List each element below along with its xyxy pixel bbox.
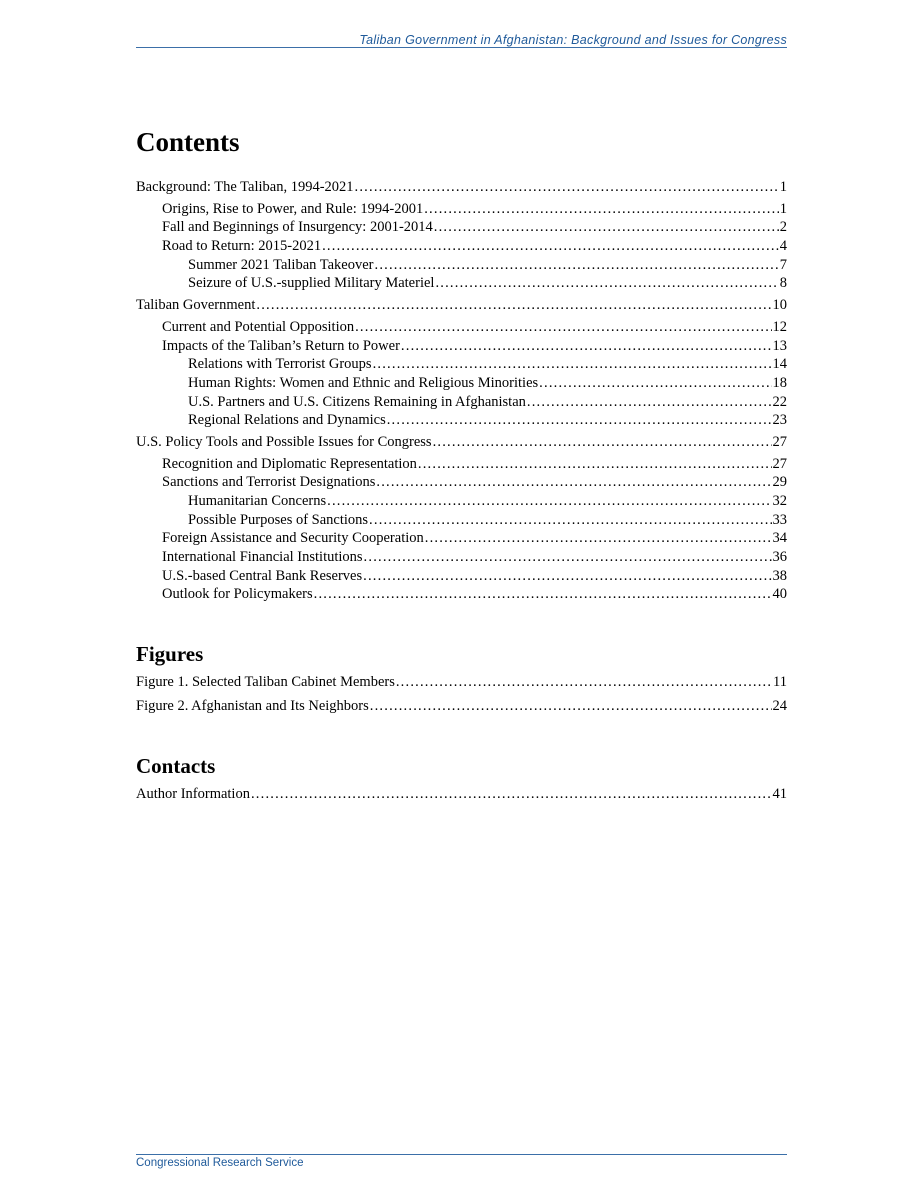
toc-entry[interactable] [136,337,787,356]
toc-entry[interactable] [136,393,787,412]
toc-entry-page: 41 [772,785,787,802]
dot-leader [387,411,772,430]
toc-entry[interactable] [136,455,787,474]
toc-entry-title: Fall and Beginnings of Insurgency: 2001-2014 [162,219,433,236]
toc-entry[interactable] [136,548,787,567]
toc-entry-title: Road to Return: 2015-2021 [162,238,322,255]
toc-entry-title: Sanctions and Terrorist Designations [162,474,376,491]
contents-heading: Contents [136,127,240,157]
page-footer [136,1154,787,1170]
toc-entry-page: 11 [773,674,787,691]
toc-entry-page: 7 [779,256,787,273]
toc-entry[interactable] [136,355,787,374]
dot-leader [396,673,772,692]
dot-leader [435,274,778,293]
toc-entry-title: Relations with Terrorist Groups [188,356,372,373]
dot-leader [327,492,771,511]
toc-entry-title: Figure 2. Afghanistan and Its Neighbors [136,697,369,714]
toc-entry-page: 29 [772,474,787,491]
dot-leader [376,473,771,492]
toc-entry-title: Background: The Taliban, 1994-2021 [136,179,354,195]
toc-entry-title: Human Rights: Women and Ethnic and Religious Minorities [188,374,539,391]
toc-entry-page: 23 [772,412,787,429]
dot-leader [527,393,772,412]
toc-entry-page: 18 [772,374,787,391]
figures-list [136,673,787,715]
toc-entry-page: 33 [772,511,787,528]
toc-entry-title: International Financial Institutions [162,549,363,566]
toc-entry-page: 4 [779,238,787,255]
dot-leader [370,697,772,716]
dot-leader [363,567,771,586]
toc-entry-title: U.S.-based Central Bank Reserves [162,567,363,584]
toc-entry[interactable] [136,673,787,692]
toc-entry-page: 22 [772,393,787,410]
toc-entry[interactable] [136,237,787,256]
toc-entry[interactable] [136,274,787,293]
toc-entry[interactable] [136,697,787,716]
toc-entry-page: 40 [772,586,787,603]
toc-entry-title: Author Information [136,785,250,802]
toc-entry-page: 27 [772,433,787,450]
toc-entry-title: U.S. Policy Tools and Possible Issues for Congress [136,433,432,450]
toc-entry-page: 2 [779,219,787,236]
toc-entry-page: 24 [772,697,787,714]
toc-entry[interactable] [136,218,787,237]
dot-leader [418,455,772,474]
toc-entry-title: Recognition and Diplomatic Representation [162,455,417,472]
toc-entry-page: 34 [772,530,787,547]
toc-entry[interactable] [136,585,787,604]
toc-entry-page: 27 [772,455,787,472]
toc-entry[interactable] [136,567,787,586]
toc-entry[interactable] [136,529,787,548]
dot-leader [434,218,779,237]
dot-leader [433,433,772,452]
toc-entry-title: Figure 1. Selected Taliban Cabinet Members [136,674,395,691]
figures-heading: Figures [136,642,204,667]
dot-leader [425,529,772,548]
dot-leader [314,585,772,604]
toc-entry[interactable] [136,473,787,492]
toc-entry[interactable] [136,511,787,530]
dot-leader [369,511,771,530]
toc-entry-title: U.S. Partners and U.S. Citizens Remaining in Afghanistan [188,393,526,410]
toc-entry[interactable] [136,785,787,804]
toc-entry[interactable] [136,318,787,337]
toc-entry-title: Humanitarian Concerns [188,493,327,509]
dot-leader [424,200,779,219]
toc-entry[interactable] [136,256,787,275]
dot-leader [401,337,772,356]
toc-entry-page: 10 [772,297,787,314]
dot-leader [322,237,779,256]
toc-entry-page: 14 [772,356,787,373]
dot-leader [251,785,772,804]
toc-entry[interactable] [136,200,787,219]
toc-entry-title: Summer 2021 Taliban Takeover [188,256,374,273]
toc-entry-page: 1 [779,200,787,217]
toc-entry[interactable] [136,433,787,452]
toc-entry-title: Origins, Rise to Power, and Rule: 1994-2001 [162,200,424,217]
toc-entry-page: 1 [779,179,787,195]
page-header [136,31,787,48]
toc-entry[interactable] [136,374,787,393]
dot-leader [375,256,779,275]
toc-entry-title: Taliban Government [136,297,256,314]
contents-list [136,178,787,604]
dot-leader [355,178,779,197]
toc-entry[interactable] [136,492,787,511]
toc-entry-title: Possible Purposes of Sanctions [188,511,369,528]
toc-entry-title: Impacts of the Taliban’s Return to Power [162,337,400,354]
toc-entry-title: Current and Potential Opposition [162,318,355,335]
footer-publisher: Congressional Research Service [136,1157,304,1169]
dot-leader [539,374,771,393]
toc-entry-title: Foreign Assistance and Security Cooperation [162,530,424,547]
toc-entry-page: 12 [772,318,787,335]
contacts-heading: Contacts [136,753,216,778]
toc-entry[interactable] [136,411,787,430]
contacts-list [136,785,787,804]
dot-leader [373,355,772,374]
toc-entry-page: 36 [772,549,787,566]
toc-entry-page: 38 [772,567,787,584]
toc-entry-title: Seizure of U.S.-supplied Military Materiel [188,275,435,292]
dot-leader [256,296,771,315]
dot-leader [355,318,771,337]
toc-entry-title: Outlook for Policymakers [162,586,313,603]
toc-entry[interactable] [136,178,787,197]
toc-entry-page: 8 [779,275,787,292]
running-header-title: Taliban Government in Afghanistan: Background and Issues for Congress [359,33,787,47]
toc-entry-page: 32 [772,493,787,509]
table-of-contents-page [136,124,787,803]
toc-entry-title: Regional Relations and Dynamics [188,412,386,429]
toc-entry-page: 13 [772,337,787,354]
toc-entry[interactable] [136,296,787,315]
dot-leader [364,548,772,567]
